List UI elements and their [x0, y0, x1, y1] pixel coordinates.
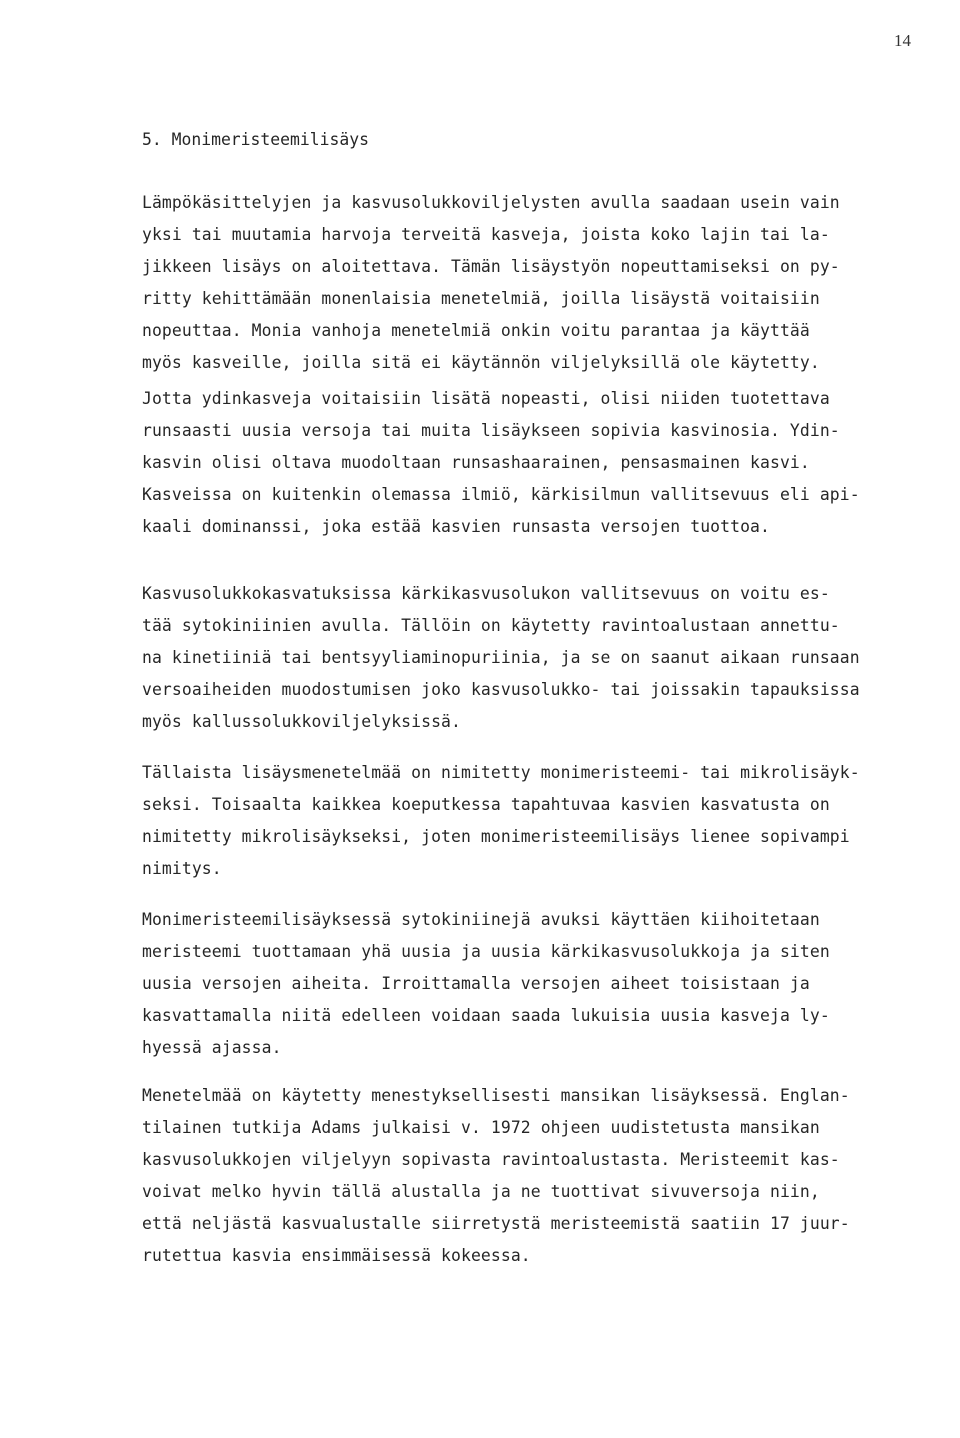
text-line: myös kasveille, joilla sitä ei käytännön viljelyksillä ole käytetty.	[142, 353, 820, 372]
text-line: kasvin olisi oltava muodoltaan runsashaarainen, pensasmainen kasvi.	[142, 453, 810, 472]
text-line: kasvusolukkojen viljelyyn sopivasta ravintoalustasta. Meristeemit kas-	[142, 1150, 840, 1169]
text-line: tilainen tutkija Adams julkaisi v. 1972 ohjeen uudistetusta mansikan	[142, 1118, 820, 1137]
text-line: voivat melko hyvin tällä alustalla ja ne tuottivat sivuversoja niin,	[142, 1182, 820, 1201]
text-line: seksi. Toisaalta kaikkea koeputkessa tapahtuvaa kasvien kasvatusta on	[142, 795, 830, 814]
paragraph-6	[142, 1080, 957, 1272]
paragraph-2	[142, 383, 957, 543]
text-line: Kasvusolukkokasvatuksissa kärkikasvusolukon vallitsevuus on voitu es-	[142, 584, 830, 603]
text-line: Menetelmää on käytetty menestyksellisesti mansikan lisäyksessä. Englan-	[142, 1086, 850, 1105]
text-line: rutettua kasvia ensimmäisessä kokeessa.	[142, 1246, 531, 1265]
text-line: uusia versojen aiheita. Irroittamalla versojen aiheet toisistaan ja	[142, 974, 810, 993]
paragraph-4	[142, 757, 957, 885]
text-line: nimitys.	[142, 859, 222, 878]
text-line: Jotta ydinkasveja voitaisiin lisätä nopeasti, olisi niiden tuotettava	[142, 389, 830, 408]
text-line: myös kallussolukkoviljelyksissä.	[142, 712, 461, 731]
text-line: Tällaista lisäysmenetelmää on nimitetty monimeristeemi- tai mikrolisäyk-	[142, 763, 860, 782]
text-line: nopeuttaa. Monia vanhoja menetelmiä onkin voitu parantaa ja käyttää	[142, 321, 810, 340]
text-line: yksi tai muutamia harvoja terveitä kasveja, joista koko lajin tai la-	[142, 225, 830, 244]
section-heading: 5. Monimeristeemilisäys	[142, 130, 369, 149]
text-line: että neljästä kasvualustalle siirretystä meristeemistä saatiin 17 juur-	[142, 1214, 850, 1233]
paragraph-1	[142, 187, 957, 379]
text-line: nimitetty mikrolisäykseksi, joten monimeristeemilisäys lienee sopivampi	[142, 827, 850, 846]
text-line: Monimeristeemilisäyksessä sytokiniinejä avuksi käyttäen kiihoitetaan	[142, 910, 820, 929]
page-number: 14	[894, 31, 911, 50]
text-line: kaali dominanssi, joka estää kasvien runsasta versojen tuottoa.	[142, 517, 770, 536]
text-line: Kasveissa on kuitenkin olemassa ilmiö, kärkisilmun vallitsevuus eli api-	[142, 485, 860, 504]
paragraph-5	[142, 904, 957, 1064]
text-line: jikkeen lisäys on aloitettava. Tämän lisäystyön nopeuttamiseksi on py-	[142, 257, 840, 276]
paragraph-3	[142, 578, 957, 738]
text-line: versoaiheiden muodostumisen joko kasvusolukko- tai joissakin tapauksissa	[142, 680, 860, 699]
text-line: ritty kehittämään monenlaisia menetelmiä, joilla lisäystä voitaisiin	[142, 289, 820, 308]
text-line: Lämpökäsittelyjen ja kasvusolukkoviljelysten avulla saadaan usein vain	[142, 193, 840, 212]
text-line: hyessä ajassa.	[142, 1038, 282, 1057]
text-line: meristeemi tuottamaan yhä uusia ja uusia kärkikasvusolukkoja ja siten	[142, 942, 830, 961]
text-line: runsaasti uusia versoja tai muita lisäykseen sopivia kasvinosia. Ydin-	[142, 421, 840, 440]
text-line: kasvattamalla niitä edelleen voidaan saada lukuisia uusia kasveja ly-	[142, 1006, 830, 1025]
text-line: tää sytokiniinien avulla. Tällöin on käytetty ravintoalustaan annettu-	[142, 616, 840, 635]
text-line: na kinetiiniä tai bentsyyliaminopuriinia, ja se on saanut aikaan runsaan	[142, 648, 860, 667]
